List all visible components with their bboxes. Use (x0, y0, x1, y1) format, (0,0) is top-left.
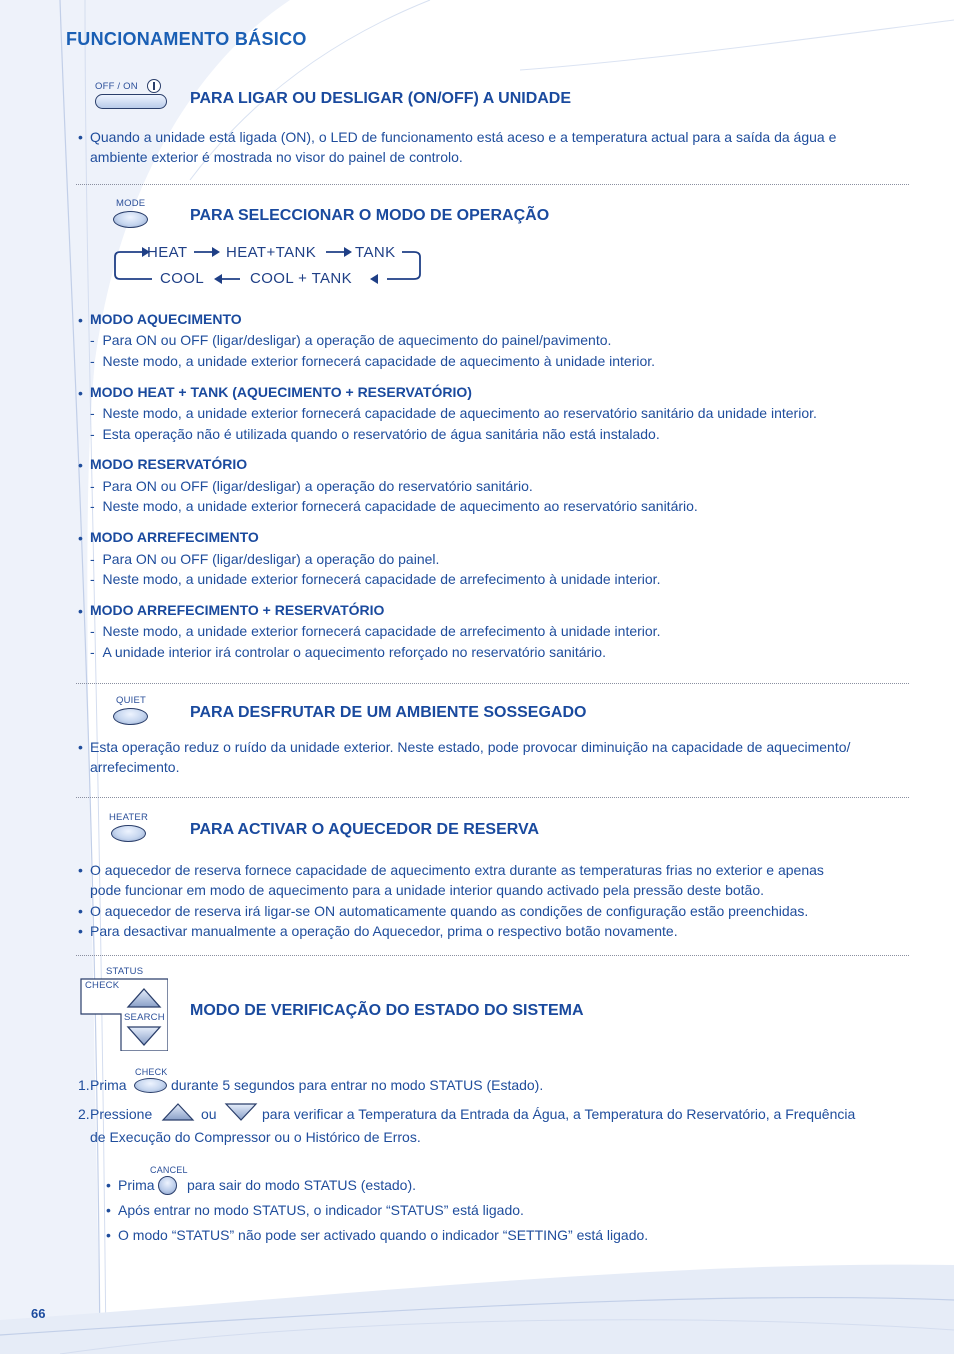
status-label: STATUS (106, 966, 144, 977)
mode-item-line: - Para ON ou OFF (ligar/desligar) a operação de aquecimento do painel/pavimento. (90, 332, 612, 348)
step2-text-c: de Execução do Compressor ou o Histórico de Erros. (90, 1129, 421, 1145)
note1-text-b: para sair do modo STATUS (estado). (187, 1177, 417, 1193)
onoff-bullet: • (78, 129, 83, 145)
check-label: CHECK (85, 980, 120, 991)
mode-item-line: - Esta operação não é utilizada quando o reservatório de água sanitária não está instalado. (90, 426, 660, 442)
mode-item-bullet: • (78, 457, 83, 473)
note2-text: Após entrar no modo STATUS, o indicador “STATUS” está ligado. (118, 1202, 524, 1218)
divider (76, 797, 909, 798)
mode-item-title: MODO HEAT + TANK (AQUECIMENTO + RESERVATÓRIO) (90, 384, 472, 400)
divider (76, 955, 909, 956)
up-triangle-icon[interactable] (126, 987, 162, 1009)
heater-button[interactable] (111, 825, 146, 842)
onoff-text-line1: Quando a unidade está ligada (ON), o LED de funcionamento está aceso e a temperatura actual para a saída da água e (90, 129, 837, 145)
heater-bullet: • (78, 862, 83, 878)
step1-text-b: durante 5 segundos para entrar no modo STATUS (Estado). (171, 1077, 544, 1093)
mode-item-title: MODO AQUECIMENTO (90, 311, 242, 327)
heater-text-line4: Para desactivar manualmente a operação do Aquecedor, prima o respectivo botão novamente. (90, 923, 678, 939)
down-triangle-icon[interactable] (126, 1025, 162, 1047)
step2-up-triangle-icon (161, 1102, 195, 1122)
step1-check-label: CHECK (135, 1067, 168, 1077)
power-icon (147, 79, 161, 93)
status-heading: MODO DE VERIFICAÇÃO DO ESTADO DO SISTEMA (190, 1002, 584, 1019)
mode-item-bullet: • (78, 385, 83, 401)
mode-item-line: - A unidade interior irá controlar o aquecimento reforçado no reservatório sanitário. (90, 644, 606, 660)
quiet-button-label: QUIET (116, 695, 147, 706)
cancel-button-icon (158, 1176, 177, 1195)
heater-button-label: HEATER (109, 812, 149, 823)
note-bullet: • (106, 1227, 111, 1243)
quiet-heading: PARA DESFRUTAR DE UM AMBIENTE SOSSEGADO (190, 704, 587, 721)
step2-down-triangle-icon (224, 1102, 258, 1122)
step2-text-a: Pressione (90, 1106, 153, 1122)
onoff-text-line2: ambiente exterior é mostrada no visor do painel de controlo. (90, 149, 463, 165)
quiet-text-line2: arrefecimento. (90, 759, 180, 775)
mode-item-line: - Para ON ou OFF (ligar/desligar) a operação do reservatório sanitário. (90, 478, 533, 494)
note3-text: O modo “STATUS” não pode ser activado quando o indicador “SETTING” está ligado. (118, 1227, 649, 1243)
onoff-button[interactable] (95, 94, 167, 109)
cancel-label: CANCEL (150, 1165, 188, 1175)
heater-heading: PARA ACTIVAR O AQUECEDOR DE RESERVA (190, 821, 540, 838)
page-title: FUNCIONAMENTO BÁSICO (66, 29, 307, 49)
heater-bullet: • (78, 923, 83, 939)
onoff-button-label: OFF / ON (95, 81, 138, 92)
mode-item-line: - Neste modo, a unidade exterior fornecerá capacidade de aquecimento ao reservatório sanitário. (90, 498, 698, 514)
mode-cool-tank-label: COOL + TANK (250, 270, 353, 287)
mode-button[interactable] (113, 211, 148, 228)
mode-item-title: MODO ARREFECIMENTO (90, 529, 259, 545)
page-number: 66 (31, 1306, 46, 1321)
quiet-text-line1: Esta operação reduz o ruído da unidade exterior. Neste estado, pode provocar diminuição na capacidade de aquecimento/ (90, 739, 851, 755)
note-bullet: • (106, 1177, 111, 1193)
mode-item-bullet: • (78, 312, 83, 328)
mode-item-line: - Neste modo, a unidade exterior fornecerá capacidade de arrefecimento à unidade interior. (90, 623, 661, 639)
step1-number: 1. (78, 1077, 90, 1093)
step1-text-a: Prima (90, 1077, 127, 1093)
mode-tank-label: TANK (355, 244, 396, 261)
mode-cool-label: COOL (160, 270, 205, 287)
heater-text-line3: O aquecedor de reserva irá ligar-se ON automaticamente quando as condições de configuração estão preenchidas. (90, 903, 809, 919)
note1-text-a: Prima (118, 1177, 155, 1193)
onoff-heading: PARA LIGAR OU DESLIGAR (ON/OFF) A UNIDADE (190, 90, 572, 107)
step1-check-button-icon (134, 1078, 167, 1093)
divider (76, 184, 909, 185)
mode-button-label: MODE (116, 198, 146, 209)
mode-heading: PARA SELECCIONAR O MODO DE OPERAÇÃO (190, 207, 550, 224)
quiet-button[interactable] (113, 708, 148, 725)
mode-item-bullet: • (78, 530, 83, 546)
step2-text-b: para verificar a Temperatura da Entrada da Água, a Temperatura do Reservatório, a Frequência (262, 1106, 856, 1122)
heater-text-line1: O aquecedor de reserva fornece capacidade de aquecimento extra durante as temperaturas frias no exterior e apenas (90, 862, 824, 878)
mode-item-bullet: • (78, 603, 83, 619)
mode-heat-tank-label: HEAT+TANK (226, 244, 317, 261)
mode-item-title: MODO RESERVATÓRIO (90, 456, 248, 472)
heater-text-line2: pode funcionar em modo de aquecimento para a unidade interior quando activado pela pressão deste botão. (90, 882, 765, 898)
step2-or: ou (201, 1106, 217, 1122)
mode-heat-label: HEAT (147, 244, 188, 261)
step2-number: 2. (78, 1106, 90, 1122)
mode-item-line: - Neste modo, a unidade exterior fornecerá capacidade de aquecimento à unidade interior. (90, 353, 656, 369)
mode-item-line: - Para ON ou OFF (ligar/desligar) a operação do painel. (90, 551, 440, 567)
note-bullet: • (106, 1202, 111, 1218)
search-label: SEARCH (124, 1012, 165, 1023)
mode-item-line: - Neste modo, a unidade exterior fornecerá capacidade de aquecimento ao reservatório sanitário da unidade interior. (90, 405, 817, 421)
heater-bullet: • (78, 903, 83, 919)
mode-item-title: MODO ARREFECIMENTO + RESERVATÓRIO (90, 602, 385, 618)
mode-item-line: - Neste modo, a unidade exterior fornecerá capacidade de arrefecimento à unidade interior. (90, 571, 661, 587)
divider (76, 683, 909, 684)
quiet-bullet: • (78, 739, 83, 755)
